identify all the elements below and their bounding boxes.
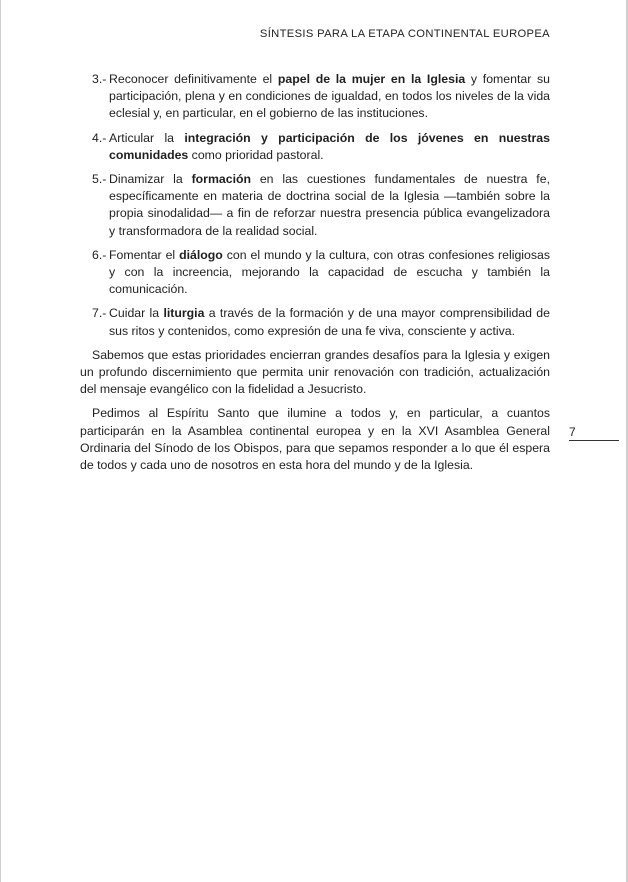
list-text: como prioridad pastoral. <box>188 147 324 162</box>
list-number: 3.- <box>92 72 107 86</box>
page-edge-left <box>0 0 1 882</box>
list-text: Reconocer definitivamente el <box>109 72 278 86</box>
page-number: 7 <box>569 425 576 439</box>
list-number: 5.- <box>92 172 107 187</box>
list-number: 6.- <box>92 247 107 262</box>
list-text: y fomentar su participación, plena y en condiciones de igualdad, en todos los niveles de la vida eclesial y, en particular, en el gobierno de las instituciones. <box>109 72 551 121</box>
list-number: 7.- <box>92 306 107 321</box>
list-text: Articular la <box>109 130 185 145</box>
list-text: en las cuestiones fundamentales de nuestra fe, específicamente en materia de doctrina social de la Iglesia —también sobre la propia sinodalidad— a fin de reforzar nuestra presencia pública evangelizadora y transformadora de la realidad social. <box>109 172 550 238</box>
body-paragraph: Sabemos que estas prioridades encierran grandes desafíos para la Iglesia y exigen un profundo discernimiento que permita unir renovación con tradición, actualización del mensaje evangélico con la fidelidad a Jesucristo. <box>80 347 550 397</box>
list-emphasis: diálogo <box>179 247 223 262</box>
running-header: SÍNTESIS PARA LA ETAPA CONTINENTAL EUROPEA <box>259 28 550 40</box>
list-item <box>80 130 550 164</box>
list-text: a través de la formación y de una mayor comprensibilidad de sus ritos y contenidos, como expresión de una fe viva, consciente y activa. <box>109 306 550 338</box>
list-item <box>80 171 550 240</box>
list-emphasis: integración y participación de los jóvenes en nuestras comunidades <box>109 130 550 162</box>
list-emphasis: liturgia <box>163 306 205 321</box>
list-text: Cuidar la <box>109 306 164 321</box>
list-text: con el mundo y la cultura, con otras confesiones religiosas y con la increencia, mejorando la capacidad de escucha y también la comunicación. <box>109 247 550 297</box>
list-text: Dinamizar la <box>109 172 192 187</box>
page-body <box>80 71 550 481</box>
list-number: 4.- <box>92 130 107 145</box>
body-paragraph: Pedimos al Espíritu Santo que ilumine a todos y, en particular, a cuantos participarán en la Asamblea continental europea y en la XVI Asamblea General Ordinaria del Sínodo de los Obispos, para que sepamos responder a lo que él espera de todos y cada uno de nosotros en esta hora del mundo y de la Iglesia. <box>80 406 550 473</box>
list-emphasis: formación <box>191 172 252 187</box>
list-text: Fomentar el <box>109 247 180 262</box>
list-emphasis: papel de la mujer en la Iglesia <box>277 72 466 86</box>
list-item <box>80 71 550 123</box>
page-number-rule <box>569 440 619 441</box>
list-item <box>80 247 550 299</box>
list-item <box>80 305 550 339</box>
